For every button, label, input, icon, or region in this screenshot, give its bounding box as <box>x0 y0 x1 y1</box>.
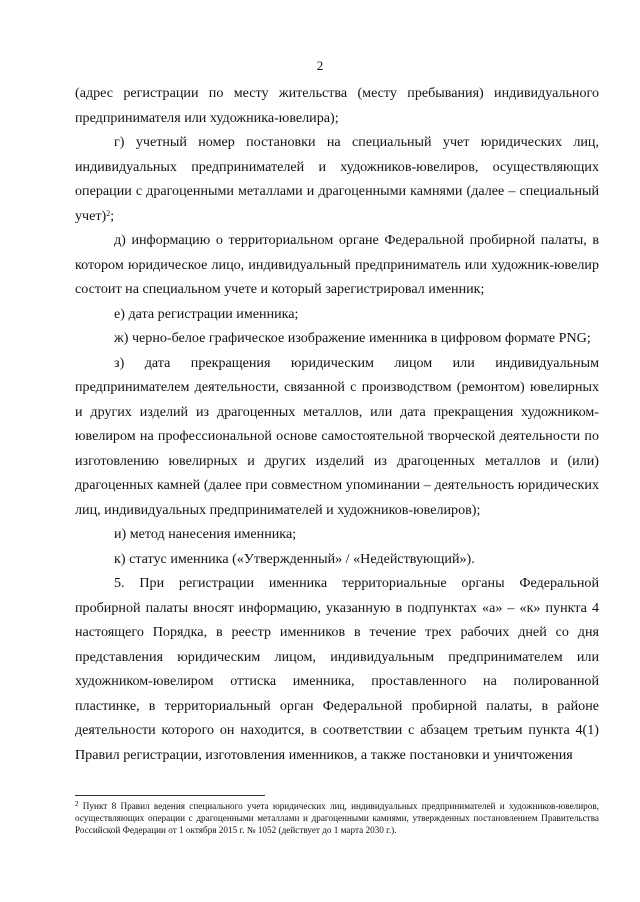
paragraph-text: е) дата регистрации именника; <box>114 305 299 322</box>
paragraph-text: г) учетный номер постановки на специальный учет юридических лиц, индивидуальных предпринимателей и художников-ювелиров, осуществляющих операции с драгоценными металлами и драгоценными камнями (далее – специальный учет) <box>75 134 599 224</box>
footnote-divider <box>75 795 265 796</box>
paragraph-tail: ; <box>110 207 115 224</box>
paragraph-item-i <box>75 522 599 547</box>
paragraph-item-z <box>75 351 599 523</box>
paragraph-text: д) информацию о территориальном органе Федеральной пробирной палаты, в котором юридическое лицо, индивидуальный предприниматель или художник-ювелир состоит на специальном учете и который зарегистрировал именник; <box>75 232 599 297</box>
paragraph-item-d <box>75 228 599 302</box>
footnote-reference: 2 <box>106 208 111 218</box>
page-number: 2 <box>316 58 324 73</box>
paragraph-text: к) статус именника («Утвержденный» / «Недействующий»). <box>114 550 475 567</box>
paragraph-text: з) дата прекращения юридическим лицом или индивидуальным предпринимателем деятельности, связанной с производством (ремонтом) ювелирных и других изделий из драгоценных металлов, или дата прекращения художником-ювелиром на профессиональной основе самостоятельной творческой деятельности по изготовлению ювелирных и других изделий из драгоценных металлов и (или) драгоценных камней (далее при совместном упоминании – деятельность юридических лиц, индивидуальных предпринимателей и художников-ювелиров); <box>75 354 599 518</box>
footnote <box>75 800 599 836</box>
paragraph-text: 5. При регистрации именника территориальные органы Федеральной пробирной палаты вносят информацию, указанную в подпунктах «а» – «к» пункта 4 настоящего Порядка, в реестр именников в течение трех рабочих дней со дня представления юридическим лицом, индивидуальным предпринимателем или художником-ювелиром оттиска именника, проставленного на полированной пластинке, в территориальный орган Федеральной пробирной палаты, в районе деятельности которого он находится, в соответствии с абзацем третьим пункта 4(1) Правил регистрации, изготовления именников, а также постановки и уничтожения <box>75 575 599 763</box>
paragraph-item-zh <box>75 326 599 351</box>
paragraph-address <box>75 81 599 130</box>
footnote-text: Пункт 8 Правил ведения специального учета юридических лиц, индивидуальных предпринимателей и художников-ювелиров, осуществляющих операции с драгоценными металлами и драгоценными камнями, утвержденных постановлением Правительства Российской Федерации от 1 октября 2015 г. № 1052 (действует до 1 марта 2030 г.). <box>75 801 599 835</box>
footnote-marker: 2 <box>75 800 79 808</box>
paragraph-item-g <box>75 130 599 228</box>
paragraph-item-k <box>75 547 599 572</box>
paragraph-section-5 <box>75 571 599 767</box>
paragraph-text: (адрес регистрации по месту жительства (месту пребывания) индивидуального предпринимателя или художника-ювелира); <box>75 85 599 126</box>
document-body <box>75 81 599 767</box>
paragraph-item-e <box>75 302 599 327</box>
paragraph-text: и) метод нанесения именника; <box>114 526 297 542</box>
paragraph-text: ж) черно-белое графическое изображение именника в цифровом формате PNG; <box>114 330 591 346</box>
